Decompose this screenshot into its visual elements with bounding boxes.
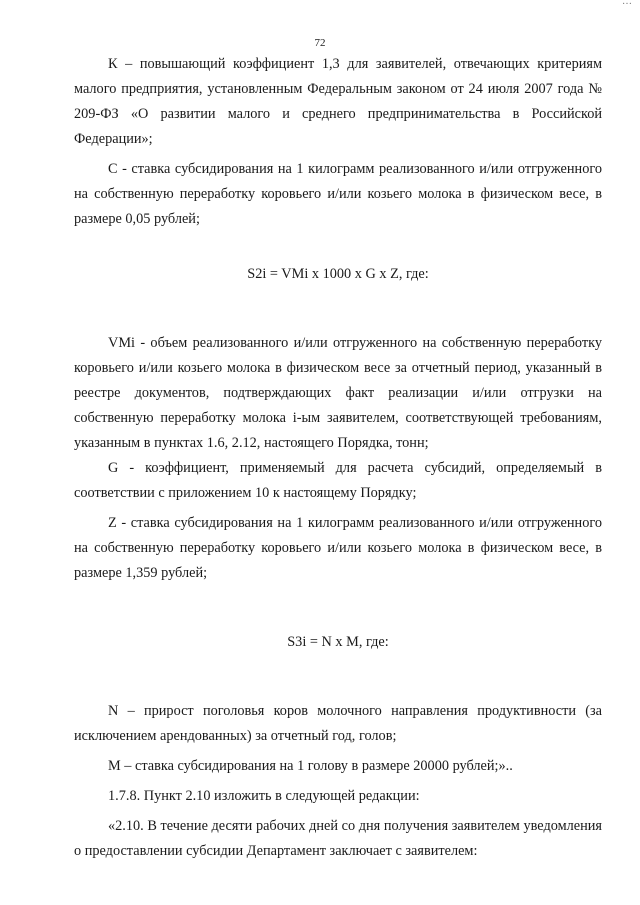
paragraph-z-rate: Z - ставка субсидирования на 1 килограмм реализованного и/или отгруженного на собственную переработку коровьего и/или козьего молока в физическом весе, в размере 1,359 рублей; xyxy=(74,515,602,581)
document-body xyxy=(74,52,602,864)
paragraph-c-rate: С - ставка субсидирования на 1 килограмм реализованного и/или отгруженного на собственную переработку коровьего и/или козьего молока в физическом весе, в размере 0,05 рублей; xyxy=(74,161,602,227)
paragraph-k-coefficient: К – повышающий коэффициент 1,3 для заявителей, отвечающих критериям малого предприятия, установленным Федеральным законом от 24 июля 2007 года № 209-ФЗ «О развитии малого и среднего предпринимательства в Российской Федерации»; xyxy=(74,56,602,147)
paragraph-g-coefficient: G - коэффициент, применяемый для расчета субсидий, определяемый в соответствии с приложением 10 к настоящему Порядку; xyxy=(74,460,602,501)
corner-mark: … xyxy=(622,0,632,7)
paragraph-vmi: VMi - объем реализованного и/или отгруженного на собственную переработку коровьего и/или козьего молока в физическом весе за отчетный период, указанный в реестре документов, подтверждающих факт реализации и/или отгрузки на собственную переработку молока i-ым заявителем, соответствующей требованиям, указанным в пунктах 1.6, 2.12, настоящего Порядка, тонн; xyxy=(74,335,602,451)
page-number: 72 xyxy=(314,37,326,49)
paragraph-m-rate: М – ставка субсидирования на 1 голову в размере 20000 рублей;».. xyxy=(108,758,513,774)
paragraph-2-10: «2.10. В течение десяти рабочих дней со дня получения заявителем уведомления о предоставлении субсидии Департамент заключает с заявителем: xyxy=(74,818,602,859)
formula-s3i: S3i = N x M, где: xyxy=(287,634,389,650)
paragraph-amendment: 1.7.8. Пункт 2.10 изложить в следующей редакции: xyxy=(108,788,420,804)
paragraph-n-growth: N – прирост поголовья коров молочного направления продуктивности (за исключением арендованных) за отчетный год, голов; xyxy=(74,703,602,744)
formula-s2i: S2i = VMi x 1000 x G x Z, где: xyxy=(247,266,429,282)
